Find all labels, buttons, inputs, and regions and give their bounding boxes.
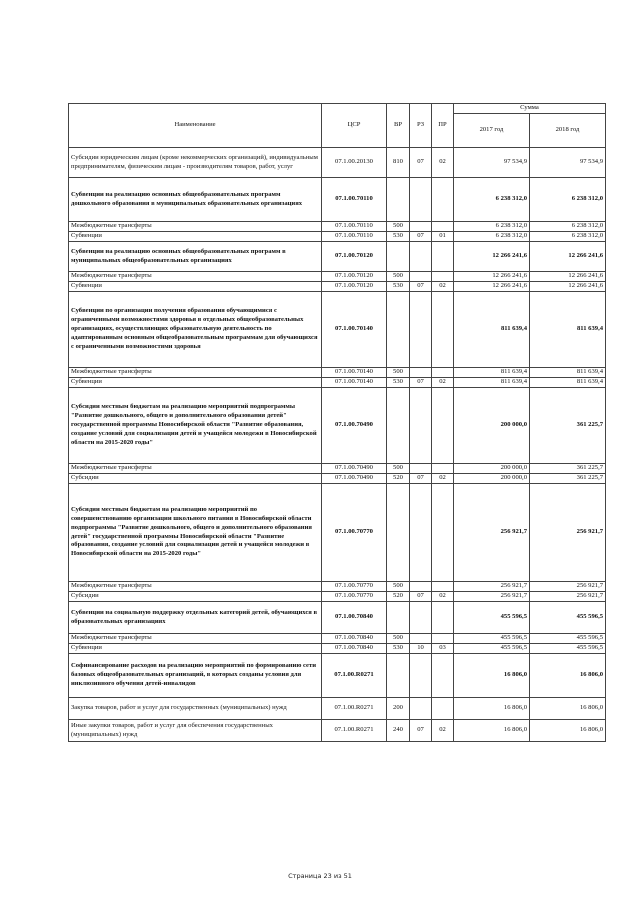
table-cell-pr: 01 (432, 232, 454, 242)
table-cell-rz: 07 (410, 148, 432, 178)
table-cell-pr: 02 (432, 148, 454, 178)
table-cell-2017: 256 921,7 (454, 592, 530, 602)
table-cell-pr: 02 (432, 720, 454, 742)
table-cell-2017: 200 000,0 (454, 474, 530, 484)
table-cell-name: Иные закупки товаров, работ и услуг для обеспечения государственных (муниципальных) нужд (69, 720, 322, 742)
table-cell-name: Межбюджетные трансферты (69, 222, 322, 232)
table-cell-pr (432, 368, 454, 378)
header-vr: ВР (387, 104, 410, 148)
header-csr: ЦСР (322, 104, 387, 148)
table-row (69, 602, 606, 634)
table-cell-vr (387, 654, 410, 698)
table-cell-csr: 07.1.00.R0271 (322, 698, 387, 720)
table-cell-csr: 07.1.00.70110 (322, 232, 387, 242)
table-cell-csr: 07.1.00.70840 (322, 634, 387, 644)
table-cell-vr (387, 242, 410, 272)
header-pr: ПР (432, 104, 454, 148)
table-cell-vr: 500 (387, 464, 410, 474)
table-cell-name: Закупка товаров, работ и услуг для государственных (муниципальных) нужд (69, 698, 322, 720)
table-cell-pr: 02 (432, 592, 454, 602)
table-cell-name: Субвенции (69, 232, 322, 242)
table-cell-name: Субвенции по организации получения образования обучающимися с ограниченными возможностями здоровья в отдельных общеобразовательных организациях, осуществляющих образовательную деятельность по адаптированным основным общеобразовательным программам для обучающихся с ограниченными возможностями здоровья (69, 292, 322, 368)
table-cell-rz (410, 178, 432, 222)
table-row (69, 464, 606, 474)
table-cell-name: Субвенции на социальную поддержку отдельных категорий детей, обучающихся в образовательных организациях (69, 602, 322, 634)
table-cell-rz: 07 (410, 232, 432, 242)
table-row (69, 634, 606, 644)
table-cell-2018: 361 225,7 (530, 464, 606, 474)
table-cell-pr (432, 388, 454, 464)
table-row (69, 592, 606, 602)
table-cell-rz (410, 464, 432, 474)
table-cell-csr: 07.1.00.70490 (322, 474, 387, 484)
table-cell-name: Межбюджетные трансферты (69, 272, 322, 282)
table-cell-rz (410, 484, 432, 582)
table-cell-2018: 256 921,7 (530, 484, 606, 582)
table-cell-csr: 07.1.00.R0271 (322, 654, 387, 698)
table-cell-rz: 07 (410, 378, 432, 388)
table-cell-csr: 07.1.00.R0271 (322, 720, 387, 742)
table-row (69, 474, 606, 484)
table-cell-2017: 811 639,4 (454, 378, 530, 388)
table-cell-vr: 500 (387, 222, 410, 232)
header-sum: Сумма (454, 104, 606, 114)
table-cell-2017: 811 639,4 (454, 368, 530, 378)
table-row (69, 148, 606, 178)
table-cell-csr: 07.1.00.70120 (322, 282, 387, 292)
table-cell-rz (410, 292, 432, 368)
budget-table (68, 103, 606, 742)
table-cell-name: Субвенции (69, 644, 322, 654)
table-cell-csr: 07.1.00.70490 (322, 388, 387, 464)
table-cell-2018: 455 596,5 (530, 644, 606, 654)
table-cell-csr: 07.1.00.70840 (322, 602, 387, 634)
table-cell-2018: 6 238 312,0 (530, 178, 606, 222)
table-cell-2017: 256 921,7 (454, 484, 530, 582)
table-cell-rz: 07 (410, 720, 432, 742)
table-cell-name: Субвенции (69, 378, 322, 388)
table-cell-2017: 16 806,0 (454, 720, 530, 742)
table-cell-rz (410, 272, 432, 282)
table-cell-vr: 200 (387, 698, 410, 720)
table-cell-vr (387, 602, 410, 634)
table-cell-pr (432, 582, 454, 592)
table-row (69, 644, 606, 654)
table-cell-pr (432, 654, 454, 698)
table-cell-2018: 16 806,0 (530, 720, 606, 742)
table-cell-rz (410, 222, 432, 232)
table-cell-csr: 07.1.00.70120 (322, 242, 387, 272)
table-cell-2018: 97 534,9 (530, 148, 606, 178)
table-row (69, 232, 606, 242)
table-row (69, 654, 606, 698)
table-cell-vr: 500 (387, 582, 410, 592)
table-cell-2018: 16 806,0 (530, 654, 606, 698)
table-row (69, 368, 606, 378)
table-cell-csr: 07.1.00.70490 (322, 464, 387, 474)
table-cell-csr: 07.1.00.70770 (322, 582, 387, 592)
table-cell-rz (410, 242, 432, 272)
table-cell-vr: 530 (387, 644, 410, 654)
table-cell-csr: 07.1.00.70770 (322, 592, 387, 602)
table-cell-2017: 12 266 241,6 (454, 242, 530, 272)
table-cell-name: Софинансирование расходов на реализацию мероприятий по формированию сети базовых общеобразовательных организаций, в которых созданы условия для инклюзивного обучения детей-инвалидов (69, 654, 322, 698)
table-cell-vr (387, 484, 410, 582)
table-cell-name: Субвенции на реализацию основных общеобразовательных программ в муниципальных общеобразовательных организациях (69, 242, 322, 272)
table-cell-vr: 520 (387, 592, 410, 602)
table-cell-name: Межбюджетные трансферты (69, 368, 322, 378)
table-cell-rz (410, 698, 432, 720)
table-cell-2017: 455 596,5 (454, 644, 530, 654)
table-cell-csr: 07.1.00.70140 (322, 292, 387, 368)
header-year-2017: 2017 год (454, 114, 530, 148)
table-header-row-top (69, 104, 606, 114)
table-cell-pr (432, 698, 454, 720)
table-cell-rz (410, 368, 432, 378)
table-row (69, 484, 606, 582)
table-cell-2018: 455 596,5 (530, 634, 606, 644)
table-row (69, 292, 606, 368)
table-cell-pr (432, 242, 454, 272)
table-cell-rz: 07 (410, 474, 432, 484)
table-cell-2018: 16 806,0 (530, 698, 606, 720)
table-cell-2017: 12 266 241,6 (454, 282, 530, 292)
table-cell-2018: 256 921,7 (530, 582, 606, 592)
table-row (69, 698, 606, 720)
table-cell-vr (387, 178, 410, 222)
table-cell-vr: 240 (387, 720, 410, 742)
table-cell-rz (410, 654, 432, 698)
table-cell-vr (387, 388, 410, 464)
table-cell-2017: 12 266 241,6 (454, 272, 530, 282)
table-cell-rz: 07 (410, 282, 432, 292)
table-cell-2017: 455 596,5 (454, 634, 530, 644)
table-cell-pr (432, 464, 454, 474)
table-cell-vr (387, 292, 410, 368)
header-name: Наименование (69, 104, 322, 148)
table-cell-2018: 6 238 312,0 (530, 232, 606, 242)
table-cell-csr: 07.1.00.70110 (322, 222, 387, 232)
table-cell-2018: 12 266 241,6 (530, 272, 606, 282)
table-cell-name: Субсидии местным бюджетам на реализацию мероприятий по совершенствованию организации школьного питания в Новосибирской области подпрограммы "Развитие дошкольного, общего и дополнительного образования детей" государственной программы Новосибирской области "Развитие образования, создание условий для социализации детей и учащейся молодежи в Новосибирской области на 2015-2020 годы" (69, 484, 322, 582)
table-cell-name: Субвенции (69, 282, 322, 292)
table-cell-name: Субсидии местным бюджетам на реализацию мероприятий подпрограммы "Развитие дошкольного, общего и дополнительного образования детей" государственной программы Новосибирской области "Развитие образования, создание условий для социализации детей и учащейся молодежи в Новосибирской области на 2015-2020 годы" (69, 388, 322, 464)
table-cell-2018: 455 596,5 (530, 602, 606, 634)
table-cell-vr: 810 (387, 148, 410, 178)
table-cell-2017: 200 000,0 (454, 388, 530, 464)
table-cell-2018: 256 921,7 (530, 592, 606, 602)
table-cell-pr (432, 272, 454, 282)
header-rz: РЗ (410, 104, 432, 148)
table-cell-csr: 07.1.00.70140 (322, 378, 387, 388)
table-row (69, 222, 606, 232)
table-cell-pr (432, 484, 454, 582)
table-cell-rz (410, 388, 432, 464)
table-cell-rz (410, 634, 432, 644)
table-cell-vr: 530 (387, 232, 410, 242)
table-cell-csr: 07.1.00.70120 (322, 272, 387, 282)
table-cell-pr (432, 292, 454, 368)
table-cell-vr: 500 (387, 368, 410, 378)
table-cell-2017: 16 806,0 (454, 654, 530, 698)
table-cell-pr: 02 (432, 474, 454, 484)
table-cell-pr: 02 (432, 282, 454, 292)
table-cell-csr: 07.1.00.70770 (322, 484, 387, 582)
table-body (69, 148, 606, 742)
table-cell-csr: 07.1.00.70110 (322, 178, 387, 222)
table-cell-2018: 811 639,4 (530, 378, 606, 388)
table-cell-2017: 6 238 312,0 (454, 232, 530, 242)
table-cell-pr (432, 178, 454, 222)
table-cell-pr (432, 634, 454, 644)
table-cell-2017: 256 921,7 (454, 582, 530, 592)
table-cell-2018: 6 238 312,0 (530, 222, 606, 232)
table-cell-rz: 07 (410, 592, 432, 602)
table-cell-2017: 16 806,0 (454, 698, 530, 720)
table-row (69, 242, 606, 272)
table-cell-vr: 530 (387, 282, 410, 292)
table-row (69, 378, 606, 388)
table-cell-pr (432, 222, 454, 232)
table-cell-name: Субсидии юридическим лицам (кроме некоммерческих организаций), индивидуальным предпринимателям, физическим лицам - производителям товаров, работ, услуг (69, 148, 322, 178)
table-cell-vr: 530 (387, 378, 410, 388)
table-cell-rz: 10 (410, 644, 432, 654)
table-cell-2017: 97 534,9 (454, 148, 530, 178)
table-cell-vr: 520 (387, 474, 410, 484)
table-cell-2018: 361 225,7 (530, 474, 606, 484)
table-row (69, 272, 606, 282)
table-cell-name: Межбюджетные трансферты (69, 464, 322, 474)
table-cell-2018: 361 225,7 (530, 388, 606, 464)
table-cell-name: Межбюджетные трансферты (69, 634, 322, 644)
table-cell-2018: 12 266 241,6 (530, 242, 606, 272)
header-year-2018: 2018 год (530, 114, 606, 148)
table-cell-vr: 500 (387, 634, 410, 644)
table-cell-name: Субсидии (69, 474, 322, 484)
table-cell-2017: 811 639,4 (454, 292, 530, 368)
table-cell-2018: 811 639,4 (530, 368, 606, 378)
table-row (69, 282, 606, 292)
table-cell-csr: 07.1.00.70140 (322, 368, 387, 378)
table-cell-pr: 03 (432, 644, 454, 654)
table-row (69, 388, 606, 464)
table-cell-csr: 07.1.00.70840 (322, 644, 387, 654)
table-row (69, 178, 606, 222)
table-cell-name: Субсидии (69, 592, 322, 602)
table-cell-pr: 02 (432, 378, 454, 388)
table-cell-2017: 6 238 312,0 (454, 222, 530, 232)
table-cell-name: Межбюджетные трансферты (69, 582, 322, 592)
table-cell-csr: 07.1.00.20130 (322, 148, 387, 178)
table-cell-rz (410, 602, 432, 634)
table-cell-2018: 12 266 241,6 (530, 282, 606, 292)
table-row (69, 720, 606, 742)
table-cell-2017: 455 596,5 (454, 602, 530, 634)
table-cell-name: Субвенции на реализацию основных общеобразовательных программ дошкольного образования в муниципальных образовательных организациях (69, 178, 322, 222)
table-cell-2017: 6 238 312,0 (454, 178, 530, 222)
table-cell-vr: 500 (387, 272, 410, 282)
table-cell-2018: 811 639,4 (530, 292, 606, 368)
table-cell-rz (410, 582, 432, 592)
table-row (69, 582, 606, 592)
table-cell-2017: 200 000,0 (454, 464, 530, 474)
page-number: Страница 23 из 51 (288, 872, 352, 880)
table-cell-pr (432, 602, 454, 634)
